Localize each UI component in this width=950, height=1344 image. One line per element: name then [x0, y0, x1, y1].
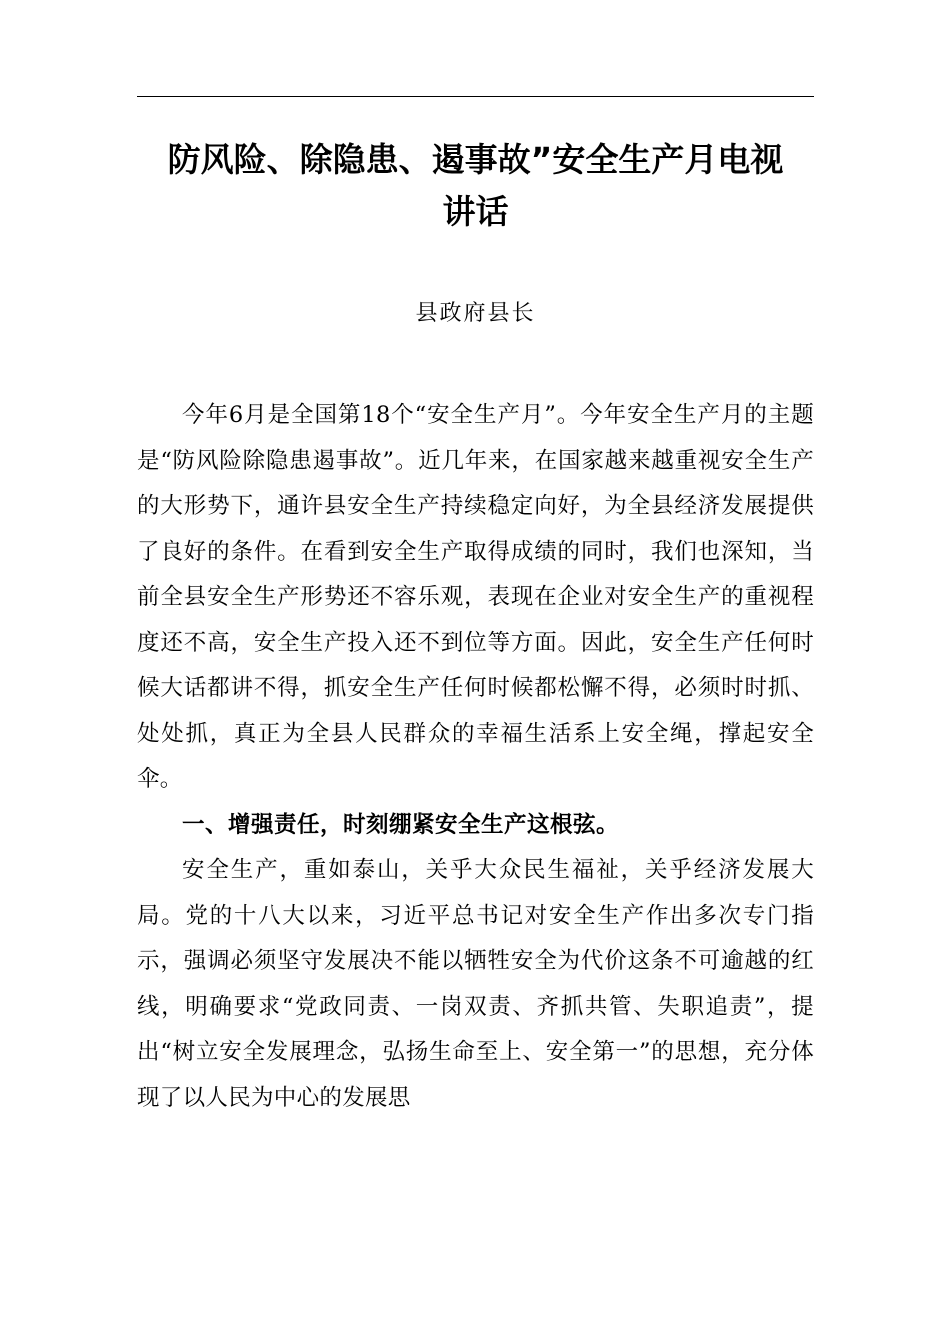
- section-heading: 一、增强责任，时刻绷紧安全生产这根弦。: [182, 811, 620, 838]
- body-paragraph: 安全生产，重如泰山，关乎大众民生福祉，关乎经济发展大局。党的十八大以来，习近平总书记对安全生产作出多次专门指示，强调必须坚守发展决不能以牺牲安全为代价这条不可逾越的红线，明确要求“党政同责、一岗双责、齐抓共管、失职追责”，提出“树立安全发展理念，弘扬生命至上、安全第一”的思想，充分体现了以人民为中心的发展思: [137, 857, 814, 1111]
- title-line-2: 讲话: [442, 192, 509, 231]
- title-line-1: 防风险、除隐患、遏事故”安全生产月电视: [167, 140, 784, 179]
- header-rule: [137, 96, 814, 97]
- document-author: 县政府县长: [415, 301, 536, 326]
- document-title: [137, 134, 814, 238]
- document-body: [137, 393, 814, 1121]
- body-paragraph: 今年6月是全国第18个“安全生产月”。今年安全生产月的主题是“防风险除隐患遏事故”。近几年来，在国家越来越重视安全生产的大形势下，通许县安全生产持续稳定向好，为全县经济发展提供了良好的条件。在看到安全生产取得成绩的同时，我们也深知，当前全县安全生产形势还不容乐观，表现在企业对安全生产的重视程度还不高，安全生产投入还不到位等方面。因此，安全生产任何时候大话都讲不得，抓安全生产任何时候都松懈不得，必须时时抓、处处抓，真正为全县人民群众的幸福生活系上安全绳，撑起安全伞。: [137, 402, 814, 792]
